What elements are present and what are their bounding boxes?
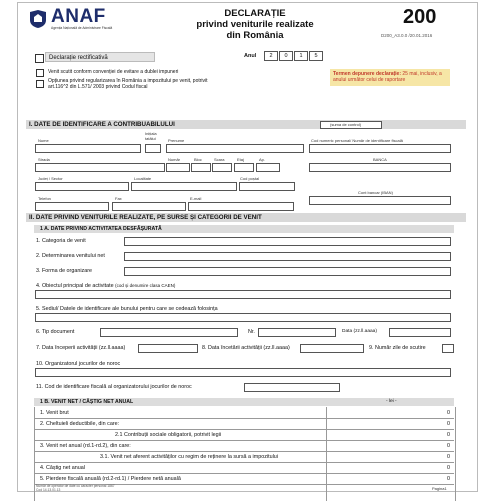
strada-input[interactable]: [35, 163, 165, 172]
judet-input[interactable]: [35, 182, 129, 191]
venit-row-label: 3. Venit net anual (rd.1-rd.2), din care:: [40, 443, 131, 449]
initiala-input[interactable]: [145, 144, 161, 153]
obiect-activitate-note: (cod și denumire clasa CAEN): [115, 283, 176, 288]
suma-control-label: (suma de control): [330, 122, 362, 127]
obiect-activitate-input[interactable]: [35, 290, 451, 299]
localitate-label: Localitate: [134, 176, 152, 181]
brand-name: ANAF: [51, 6, 106, 27]
anaf-logo: [28, 8, 128, 30]
cnp-label: Cod numeric personal/ Număr de identificare fiscală: [311, 138, 403, 143]
scara-label: Scara: [214, 157, 225, 162]
title-line-2: privind veniturile realizate: [196, 19, 314, 30]
strada-label: Strada: [38, 157, 50, 162]
rectificativa-checkbox[interactable]: [35, 54, 44, 63]
categoria-venit-label: 1. Categoria de venit: [36, 238, 86, 244]
nr-input[interactable]: [258, 328, 336, 337]
footer-note-1: Număr de operator de date cu caracter personal 1867: [36, 484, 115, 488]
nr-label: Nr.: [248, 329, 255, 335]
fax-input[interactable]: [112, 202, 186, 211]
data-incepere-label: 7. Data începerii activității (zz.ll.aaaa): [36, 345, 126, 351]
tip-document-label: 6. Tip document: [36, 329, 75, 335]
cod-postal-input[interactable]: [239, 182, 295, 191]
form-number: 200: [403, 6, 437, 28]
venit-row-label: 5. Pierdere fiscală anuală (rd.2-rd.1) / Pierdere netă anuală: [40, 476, 181, 482]
row-separator: [34, 473, 454, 474]
venit-row-value[interactable]: 0: [447, 443, 450, 449]
subsection-b-header: 1 B. VENIT NET / CÂȘTIG NET ANUAL - lei -: [34, 398, 454, 406]
row-separator: [34, 429, 454, 430]
numar-input[interactable]: [166, 163, 190, 172]
optiune-checkbox[interactable]: [36, 80, 44, 88]
data-incetare-input[interactable]: [300, 344, 364, 353]
venit-row-value[interactable]: 0: [447, 421, 450, 427]
categoria-venit-input[interactable]: [124, 237, 451, 246]
judet-label: Județ / Sector: [38, 176, 63, 181]
lei-unit: - lei -: [386, 399, 397, 404]
numar-label: Număr: [168, 157, 181, 162]
anaf-emblem-icon: [28, 9, 48, 29]
data-document-input[interactable]: [389, 328, 451, 337]
row-separator: [34, 440, 454, 441]
etaj-input[interactable]: [234, 163, 254, 172]
venit-table-divider: [326, 407, 327, 501]
venit-row-label: 1. Venit brut: [40, 410, 69, 416]
tip-document-input[interactable]: [100, 328, 238, 337]
banca-input[interactable]: [309, 163, 451, 172]
termen-text: 25 mai, inclusiv, a anului următor celui de raportare: [333, 71, 442, 83]
determinarea-venit-label: 2. Determinarea venitului net: [36, 253, 105, 259]
year-digit[interactable]: 2: [264, 51, 278, 61]
telefon-input[interactable]: [35, 202, 109, 211]
localitate-input[interactable]: [131, 182, 237, 191]
zile-scutire-label: 9. Număr zile de scutire: [369, 345, 426, 351]
prenume-label: Prenume: [168, 138, 185, 143]
forma-organizare-label: 3. Forma de organizare: [36, 268, 93, 274]
venit-row-value[interactable]: 0: [447, 432, 450, 438]
nume-label: Nume: [38, 138, 49, 143]
footer-note-2: Cod 14.13.01.13: [36, 488, 61, 492]
data-incetare-label: 8. Data încetării activității (zz.ll.aaaa): [202, 345, 290, 351]
venit-row-value[interactable]: 0: [447, 476, 450, 482]
year-label: Anul: [244, 53, 257, 59]
title-line-1: DECLARAȚIE: [224, 8, 286, 19]
venit-row-label: 2. Cheltuieli deductibile, din care:: [40, 421, 120, 427]
row-separator: [34, 462, 454, 463]
bloc-label: Bloc: [194, 157, 202, 162]
venit-row-label: 4. Câștig net anual: [40, 465, 85, 471]
rectificativa-label: Declarație rectificativă: [45, 52, 155, 62]
venit-row-value[interactable]: 0: [447, 454, 450, 460]
cod-postal-label: Cod poștal: [240, 176, 260, 181]
bloc-input[interactable]: [191, 163, 211, 172]
zile-scutire-input[interactable]: [442, 344, 454, 353]
sediul-label: 5. Sediul/ Datele de identificare ale bunului pentru care se cedează folosința: [36, 306, 218, 312]
subsection-a-header: 1 A. DATE PRIVIND ACTIVITATEA DESFĂȘURATĂ: [34, 225, 454, 233]
page-number: Pagina1: [432, 486, 447, 491]
obiect-activitate-label: 4. Obiectul principal de activitate (cod și denumire clasa CAEN): [36, 283, 176, 289]
venit-row-value[interactable]: 0: [447, 465, 450, 471]
forma-organizare-input[interactable]: [124, 267, 451, 276]
iban-input[interactable]: [309, 196, 451, 205]
termen-box: [330, 69, 450, 86]
title-line-3: din România: [226, 30, 284, 41]
conventie-label: Venit scutit conform convenției de evitare a dublei impuneri: [48, 69, 179, 75]
nume-input[interactable]: [35, 144, 141, 153]
year-digit[interactable]: 5: [309, 51, 323, 61]
scara-input[interactable]: [212, 163, 232, 172]
fax-label: Fax: [115, 196, 122, 201]
sediul-input[interactable]: [35, 313, 451, 322]
cif-organizator-input[interactable]: [244, 383, 340, 392]
ap-input[interactable]: [256, 163, 280, 172]
conventie-checkbox[interactable]: [36, 69, 44, 77]
year-field[interactable]: [264, 51, 324, 60]
telefon-label: Telefon: [38, 196, 51, 201]
section-2-header: II. DATE PRIVIND VENITURILE REALIZATE, PE SURSE ȘI CATEGORII DE VENIT: [26, 213, 466, 222]
ap-label: Ap.: [259, 157, 266, 162]
termen-title: Termen depunere declarație:: [333, 71, 401, 77]
row-separator: [34, 451, 454, 452]
data-incepere-input[interactable]: [138, 344, 198, 353]
cif-organizator-label: 11. Cod de identificare fiscală al organizatorului jocurilor de noroc: [36, 384, 192, 390]
optiune-label: Opțiunea privind regularizarea în România a impozitului pe venit, potrivit art.116^2 din L.571/ 2003 privind Codul fiscal: [48, 78, 208, 90]
year-digit[interactable]: 0: [279, 51, 293, 61]
banca-label: BANCA: [373, 157, 387, 162]
cnp-input[interactable]: [309, 144, 451, 153]
year-digit[interactable]: 1: [294, 51, 308, 61]
form-title: [180, 8, 330, 41]
iban-label: Cont bancar (IBAN): [358, 190, 393, 195]
organizator-label: 10. Organizatorul jocurilor de noroc: [36, 361, 121, 367]
determinarea-venit-input[interactable]: [124, 252, 451, 261]
venit-row-label: 3.1. Venit net aferent activităților cu regim de reținere la sursă a impozitului: [100, 454, 278, 460]
data-document-label: Data (zz.ll.aaaa): [342, 329, 377, 334]
initiala-label: Inițiala tatălui: [145, 131, 157, 141]
organizator-input[interactable]: [35, 368, 451, 377]
form-code: D200_A3.0.0 /20.01.2016: [381, 33, 433, 38]
venit-row-label: 2.1 Contribuții sociale obligatorii, potrivit legii: [115, 432, 222, 438]
venit-row-value[interactable]: 0: [447, 410, 450, 416]
brand-subtitle: Agenția Națională de Administrare Fiscală: [51, 26, 113, 30]
email-label: E-mail: [190, 196, 202, 201]
row-separator: [34, 418, 454, 419]
prenume-input[interactable]: [166, 144, 304, 153]
section-1-header: I. DATE DE IDENTIFICARE A CONTRIBUABILULUI: [26, 120, 466, 129]
etaj-label: Etaj: [237, 157, 244, 162]
email-input[interactable]: [188, 202, 294, 211]
